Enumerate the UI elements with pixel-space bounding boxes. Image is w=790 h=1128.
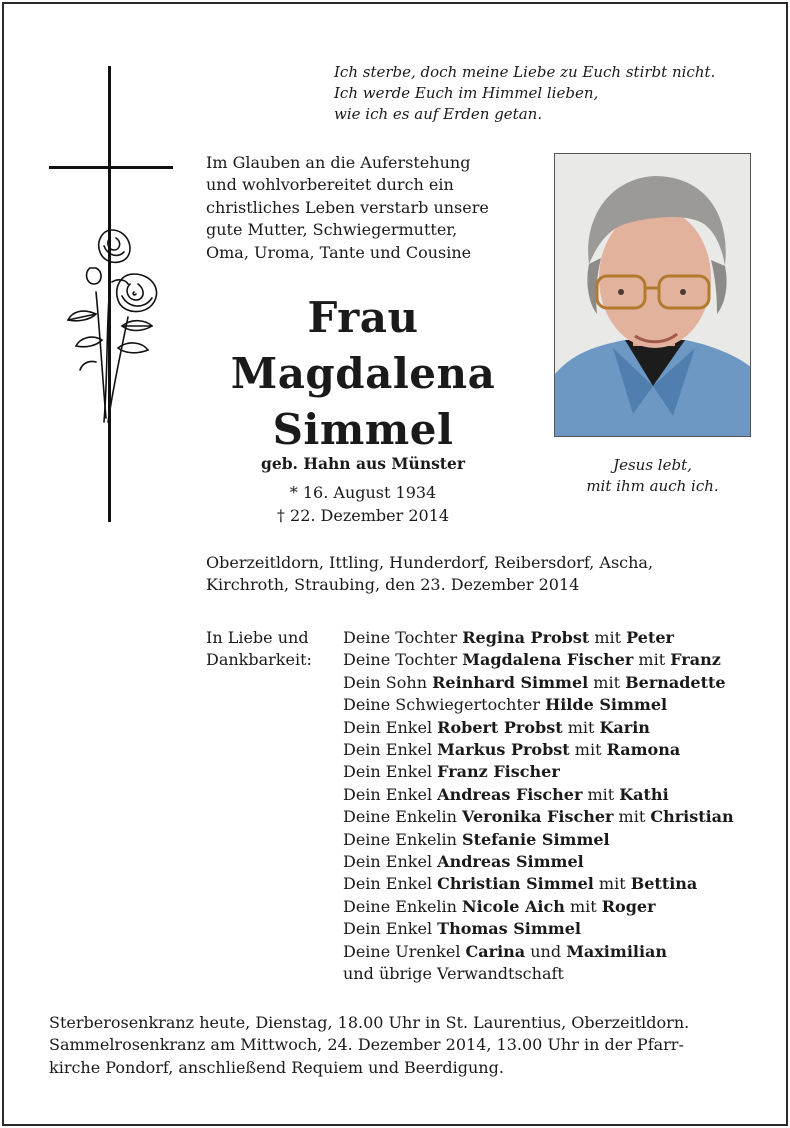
verse-line: mit ihm auch ich. — [586, 477, 719, 495]
mourner-row — [343, 717, 763, 739]
mourner-name: Andreas Simmel — [437, 852, 584, 872]
mourner-partner: Bettina — [630, 874, 698, 894]
motto-line: Ich sterbe, doch meine Liebe zu Euch stirbt nicht. — [334, 63, 716, 81]
mourner-relation: Deine Enkelin — [343, 896, 463, 916]
mourner-connector: mit — [582, 784, 620, 804]
mourner-partner: Peter — [626, 628, 674, 647]
mourner-relation: Dein Enkel — [343, 919, 438, 939]
mourner-name: Regina Probst — [462, 628, 590, 647]
mourner-connector: mit — [562, 717, 600, 737]
mourner-connector: mit — [593, 874, 631, 894]
thanks-line: Dankbarkeit: — [206, 650, 312, 670]
name-first: Magdalena — [230, 349, 496, 398]
mourner-relation: und übrige Verwandtschaft — [343, 964, 564, 984]
mourner-connector: mit — [569, 740, 607, 760]
mourner-row — [343, 873, 763, 895]
intro-line: christliches Leben verstarb unsere — [206, 197, 489, 217]
mourner-row — [343, 896, 763, 918]
mourner-relation: Dein Enkel — [343, 852, 438, 872]
mourner-name: Andreas Fischer — [437, 784, 583, 804]
birth-name: geb. Hahn aus Münster — [261, 454, 465, 473]
mourners-list — [343, 627, 763, 986]
intro-line: Oma, Uroma, Tante und Cousine — [206, 242, 472, 262]
mourner-name: Robert Probst — [437, 717, 563, 737]
intro-line: gute Mutter, Schwiegermutter, — [206, 220, 458, 240]
mourner-connector: mit — [613, 807, 651, 827]
mourner-connector: und — [525, 941, 567, 961]
mourner-name: Veronika Fischer — [462, 807, 614, 827]
motto-quote — [334, 62, 764, 125]
mourner-name: Franz Fischer — [437, 762, 560, 782]
mourner-connector: mit — [589, 628, 627, 647]
mourner-relation: Deine Enkelin — [343, 829, 463, 849]
mourner-name: Reinhard Simmel — [432, 672, 589, 692]
mourner-partner: Karin — [599, 717, 650, 737]
mourner-name: Hilde Simmel — [545, 695, 668, 715]
mourner-row — [343, 784, 763, 806]
mourner-partner: Christian — [650, 807, 734, 827]
verse — [554, 455, 751, 497]
mourner-name: Stefanie Simmel — [462, 829, 610, 849]
mourner-relation: Deine Urenkel — [343, 941, 466, 961]
mourner-partner: Franz — [670, 650, 721, 670]
mourner-name: Thomas Simmel — [437, 919, 581, 939]
mourner-name: Nicole Aich — [462, 896, 565, 916]
mourner-partner: Roger — [601, 896, 656, 916]
mourner-relation: Dein Enkel — [343, 717, 438, 737]
mourner-name: Carina — [465, 941, 526, 961]
mourner-row — [343, 649, 763, 671]
mourner-connector: mit — [633, 650, 671, 670]
thanks-label — [206, 627, 346, 672]
mourner-name: Christian Simmel — [437, 874, 594, 894]
mourner-connector: mit — [564, 896, 602, 916]
mourner-relation: Dein Enkel — [343, 874, 438, 894]
mourner-row — [343, 941, 763, 963]
mourner-relation: Dein Enkel — [343, 784, 438, 804]
mourner-relation: Deine Enkelin — [343, 807, 463, 827]
mourner-name: Magdalena Fischer — [462, 650, 634, 670]
service-line: Sammelrosenkranz am Mittwoch, 24. Dezember 2014, 13.00 Uhr in der Pfarr- — [49, 1035, 684, 1055]
mourner-relation: Deine Schwiegertochter — [343, 695, 546, 715]
mourner-row — [343, 918, 763, 940]
life-dates — [206, 481, 520, 527]
places-line: Oberzeitldorn, Ittling, Hunderdorf, Reibersdorf, Ascha, — [206, 553, 654, 572]
portrait-photo — [554, 153, 751, 437]
mourner-relation: Dein Enkel — [343, 762, 438, 782]
thanks-line: In Liebe und — [206, 628, 309, 647]
mourner-partner: Maximilian — [566, 941, 668, 961]
mourner-row — [343, 851, 763, 873]
mourner-row — [343, 806, 763, 828]
name-last: Simmel — [272, 405, 454, 454]
mourner-row — [343, 829, 763, 851]
mourner-row — [343, 761, 763, 783]
mourner-connector: mit — [588, 672, 626, 692]
intro-line: und wohlvorbereitet durch ein — [206, 175, 454, 195]
rose-icon — [66, 222, 170, 428]
mourner-row — [343, 672, 763, 694]
places-line: Kirchroth, Straubing, den 23. Dezember 2014 — [206, 575, 580, 595]
death-date: † 22. Dezember 2014 — [276, 506, 450, 525]
mourner-partner: Ramona — [606, 740, 681, 760]
cross-icon-horizontal — [49, 166, 173, 169]
mourner-row — [343, 627, 763, 649]
mourner-relation: Dein Enkel — [343, 740, 438, 760]
places-and-date — [206, 552, 766, 597]
name-salutation: Frau — [307, 293, 419, 342]
motto-line: wie ich es auf Erden getan. — [334, 105, 543, 123]
mourner-name: Markus Probst — [437, 740, 570, 760]
mourner-row — [343, 963, 763, 985]
mourner-partner: Bernadette — [625, 672, 726, 692]
service-info — [49, 1012, 749, 1079]
service-line: Sterberosenkranz heute, Dienstag, 18.00 Uhr in St. Laurentius, Oberzeitldorn. — [49, 1013, 690, 1032]
mourner-relation: Deine Tochter — [343, 650, 463, 670]
service-line: kirche Pondorf, anschließend Requiem und Beerdigung. — [49, 1057, 504, 1077]
obituary-frame — [2, 2, 788, 1126]
mourner-row — [343, 739, 763, 761]
verse-line: Jesus lebt, — [613, 456, 692, 474]
intro-line: Im Glauben an die Auferstehung — [206, 153, 471, 172]
birth-date: * 16. August 1934 — [289, 483, 437, 502]
mourner-relation: Deine Tochter — [343, 628, 463, 647]
deceased-name — [206, 290, 520, 458]
mourner-row — [343, 694, 763, 716]
mourner-partner: Kathi — [619, 784, 669, 804]
motto-line: Ich werde Euch im Himmel lieben, — [334, 84, 599, 102]
intro-text — [206, 152, 520, 264]
mourner-relation: Dein Sohn — [343, 672, 433, 692]
